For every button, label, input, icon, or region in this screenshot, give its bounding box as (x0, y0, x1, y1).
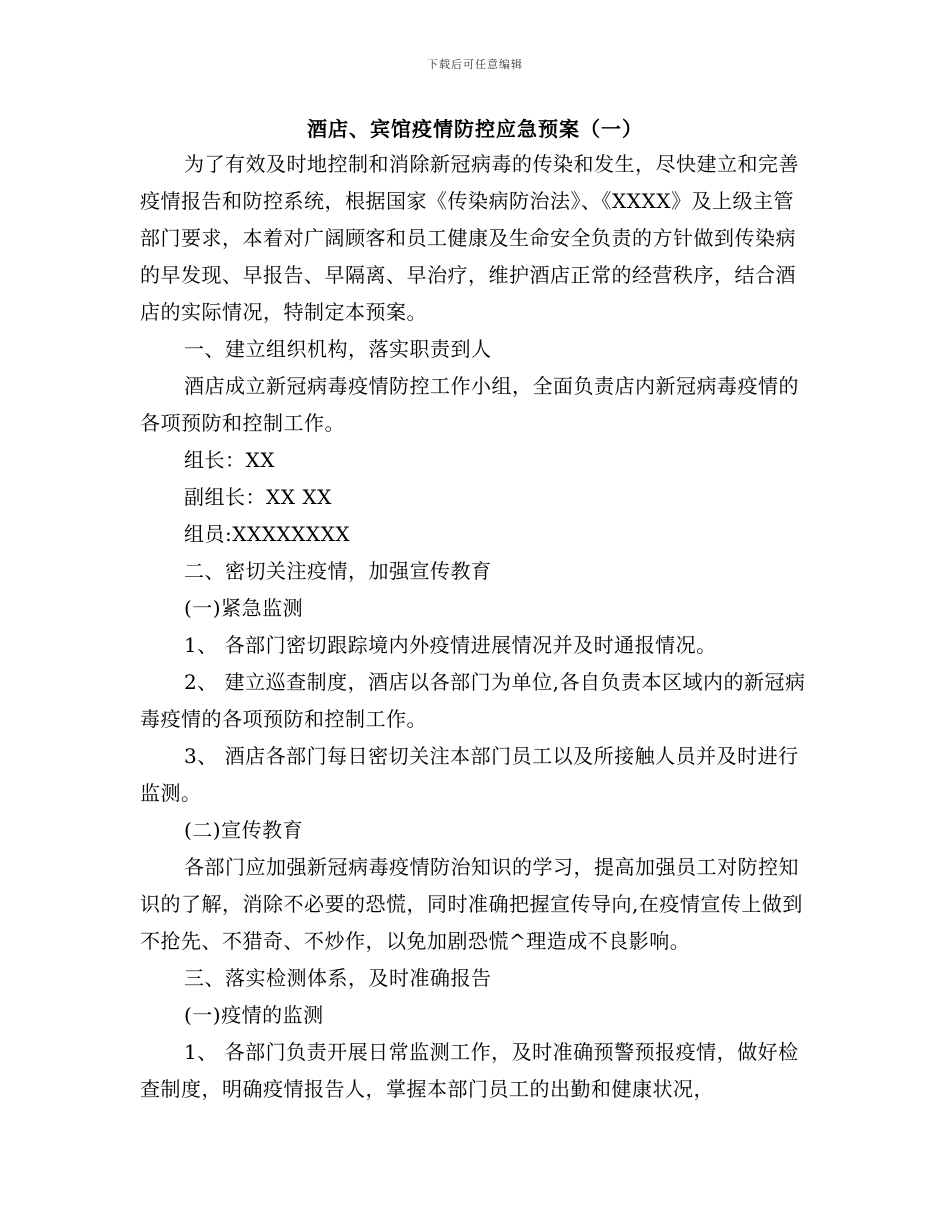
body-paragraph: 各部门应加强新冠病毒疫情防治知识的学习，提高加强员工对防控知识的了解，消除不必要的恐慌，同时准确把握宣传导向,在疫情宣传上做到不抢先、不猎奇、不炒作，以免加剧恐慌^理造成不良影响。 (140, 855, 803, 953)
list-item: 3、 酒店各部门每日密切关注本部门员工以及所接触人员并及时进行监测。 (140, 744, 799, 805)
intro-paragraph: 为了有效及时地控制和消除新冠病毒的传染和发生，尽快建立和完善疫情报告和防控系统，根据国家《传染病防治法》、《XXXX》及上级主管部门要求，本着对广阔顾客和员工健康及生命安全负责的方针做到传染病的早发现、早报告、早隔离、早治疗，维护酒店正常的经营秩序，结合酒店的实际情况，特制定本预案。 (140, 152, 799, 324)
list-item: 1、 各部门负责开展日常监测工作，及时准确预警预报疫情，做好检查制度，明确疫情报告人，掌握本部门员工的出勤和健康状况， (140, 1040, 799, 1101)
section-heading-3: 三、落实检测体系，及时准确报告 (184, 966, 492, 990)
list-item: 2、 建立巡查制度，酒店以各部门为单位,各自负责本区域内的新冠病毒疫情的各项预防和控制工作。 (140, 670, 806, 731)
team-members-line: 组员:XXXXXXXX (184, 522, 351, 546)
subsection-heading: (一)疫情的监测 (184, 1003, 324, 1027)
section-heading-2: 二、密切关注疫情，加强宣传教育 (184, 559, 492, 583)
team-leader-line: 组长：XX (184, 448, 275, 472)
subsection-heading: (二)宣传教育 (184, 818, 304, 842)
list-item: 1、 各部门密切跟踪境内外疫情进展情况并及时通报情况。 (184, 633, 717, 657)
deputy-leader-line: 副组长：XX XX (184, 485, 332, 509)
body-paragraph: 酒店成立新冠病毒疫情防控工作小组，全面负责店内新冠病毒疫情的各项预防和控制工作。 (140, 374, 799, 435)
download-edit-note: 下载后可任意编辑 (427, 58, 523, 71)
subsection-heading: (一)紧急监测 (184, 596, 304, 620)
section-heading-1: 一、建立组织机构，落实职责到人 (184, 337, 492, 361)
document-title: 酒店、宾馆疫情防控应急预案（一） (307, 117, 643, 141)
document-body (140, 146, 810, 1108)
